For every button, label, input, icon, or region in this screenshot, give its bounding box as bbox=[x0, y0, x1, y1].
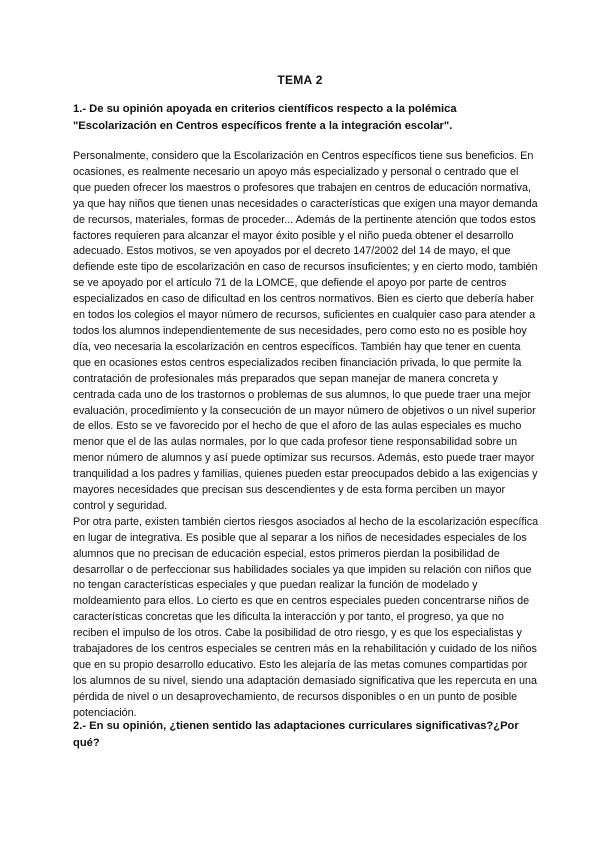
question-2-heading: 2.- En su opinión, ¿tienen sentido las adaptaciones curriculares significativas?¿Por qué? bbox=[73, 720, 519, 749]
answer-paragraph-2: Por otra parte, existen también ciertos riesgos asociados al hecho de la escolarización específica en lugar de integrativa. Es posible que al separar a los niños de necesidades especiales de los alumnos que no precisan de educación especial, estos primeros pierdan la posibilidad de desarrollar o de perfeccionar sus habilidades sociales ya que impiden su relación con niños que no tengan características especiales y que puedan realizar la función de modelado y moldeamiento para ellos. Lo cierto es que en centros especiales pueden concentrarse niños de características concretas que les dificulta la interacción y por tanto, el progreso, ya que no reciben el impulso de los otros. Cabe la posibilidad de otro riesgo, y es que los especialistas y trabajadores de los centros especiales se centren más en la rehabilitación y cuidado de los niños que en su propio desarrollo educativo. Esto les alejaría de las metas comunes compartidas por los alumnos de su nivel, siendo una adaptación demasiado significativa que les repercuta en una pérdida de nivel o un desaprovechamiento, de recursos disponibles o en un punto de posible potenciación. bbox=[73, 515, 539, 719]
answer-body bbox=[73, 149, 539, 722]
answer-paragraph-1: Personalmente, considero que la Escolarización en Centros específicos tiene sus beneficios. En ocasiones, es realmente necesario un apoyo más especializado y personal o centrado que el que pueden ofrecer los maestros o profesores que trabajen en centros de educación normativa, ya que hay niños que tienen unas necesidades o características que exigen una mayor demanda de recursos, materiales, formas de proceder... Además de la pertinente atención que todos estos factores requieren para alcanzar el mayor éxito posible y el niño pueda obtener el desarrollo adecuado. Estos motivos, se ven apoyados por el decreto 147/2002 del 14 de mayo, el que defiende este tipo de escolarización en caso de recursos insuficientes; y en cierto modo, también se ve apoyado por el artículo 71 de la LOMCE, que defiende el apoyo por parte de centros especializados en caso de dificultad en los centros normativos. Bien es cierto que debería haber en todos los colegios el mayor número de recursos, suficientes en cualquier caso para atender a todos los alumnos independientemente de sus necesidades, pero como esto no es posible hoy día, veo necesaria la escolarización en centros específicos. También hay que tener en cuenta que en ocasiones estos centros especializados reciben financiación privada, lo que permite la contratación de profesionales más preparados que sepan manejar de manera concreta y centrada cada uno de los trastornos o problemas de sus alumnos, lo que puede traer una mejor evaluación, procedimiento y la consecución de un mayor número de objetivos o un nivel superior de ellos. Esto se ve favorecido por el hecho de que el aforo de las aulas especiales es mucho menor que el de las aulas normales, por lo que cada profesor tiene responsabilidad sobre un menor número de alumnos y así puede optimizar sus recursos. Además, esto puede traer mayor tranquilidad a los padres y familias, quienes pueden estar preocupados debido a las exigencias y mayores necesidades que precisan sus descendientes y de esta forma perciben un mayor control y seguridad. bbox=[73, 150, 538, 512]
page-title: TEMA 2 bbox=[277, 73, 323, 87]
question-1-heading: 1.- De su opinión apoyada en criterios científicos respecto a la polémica "Escolarización en Centros específicos frente a la integración escolar". bbox=[73, 103, 457, 132]
